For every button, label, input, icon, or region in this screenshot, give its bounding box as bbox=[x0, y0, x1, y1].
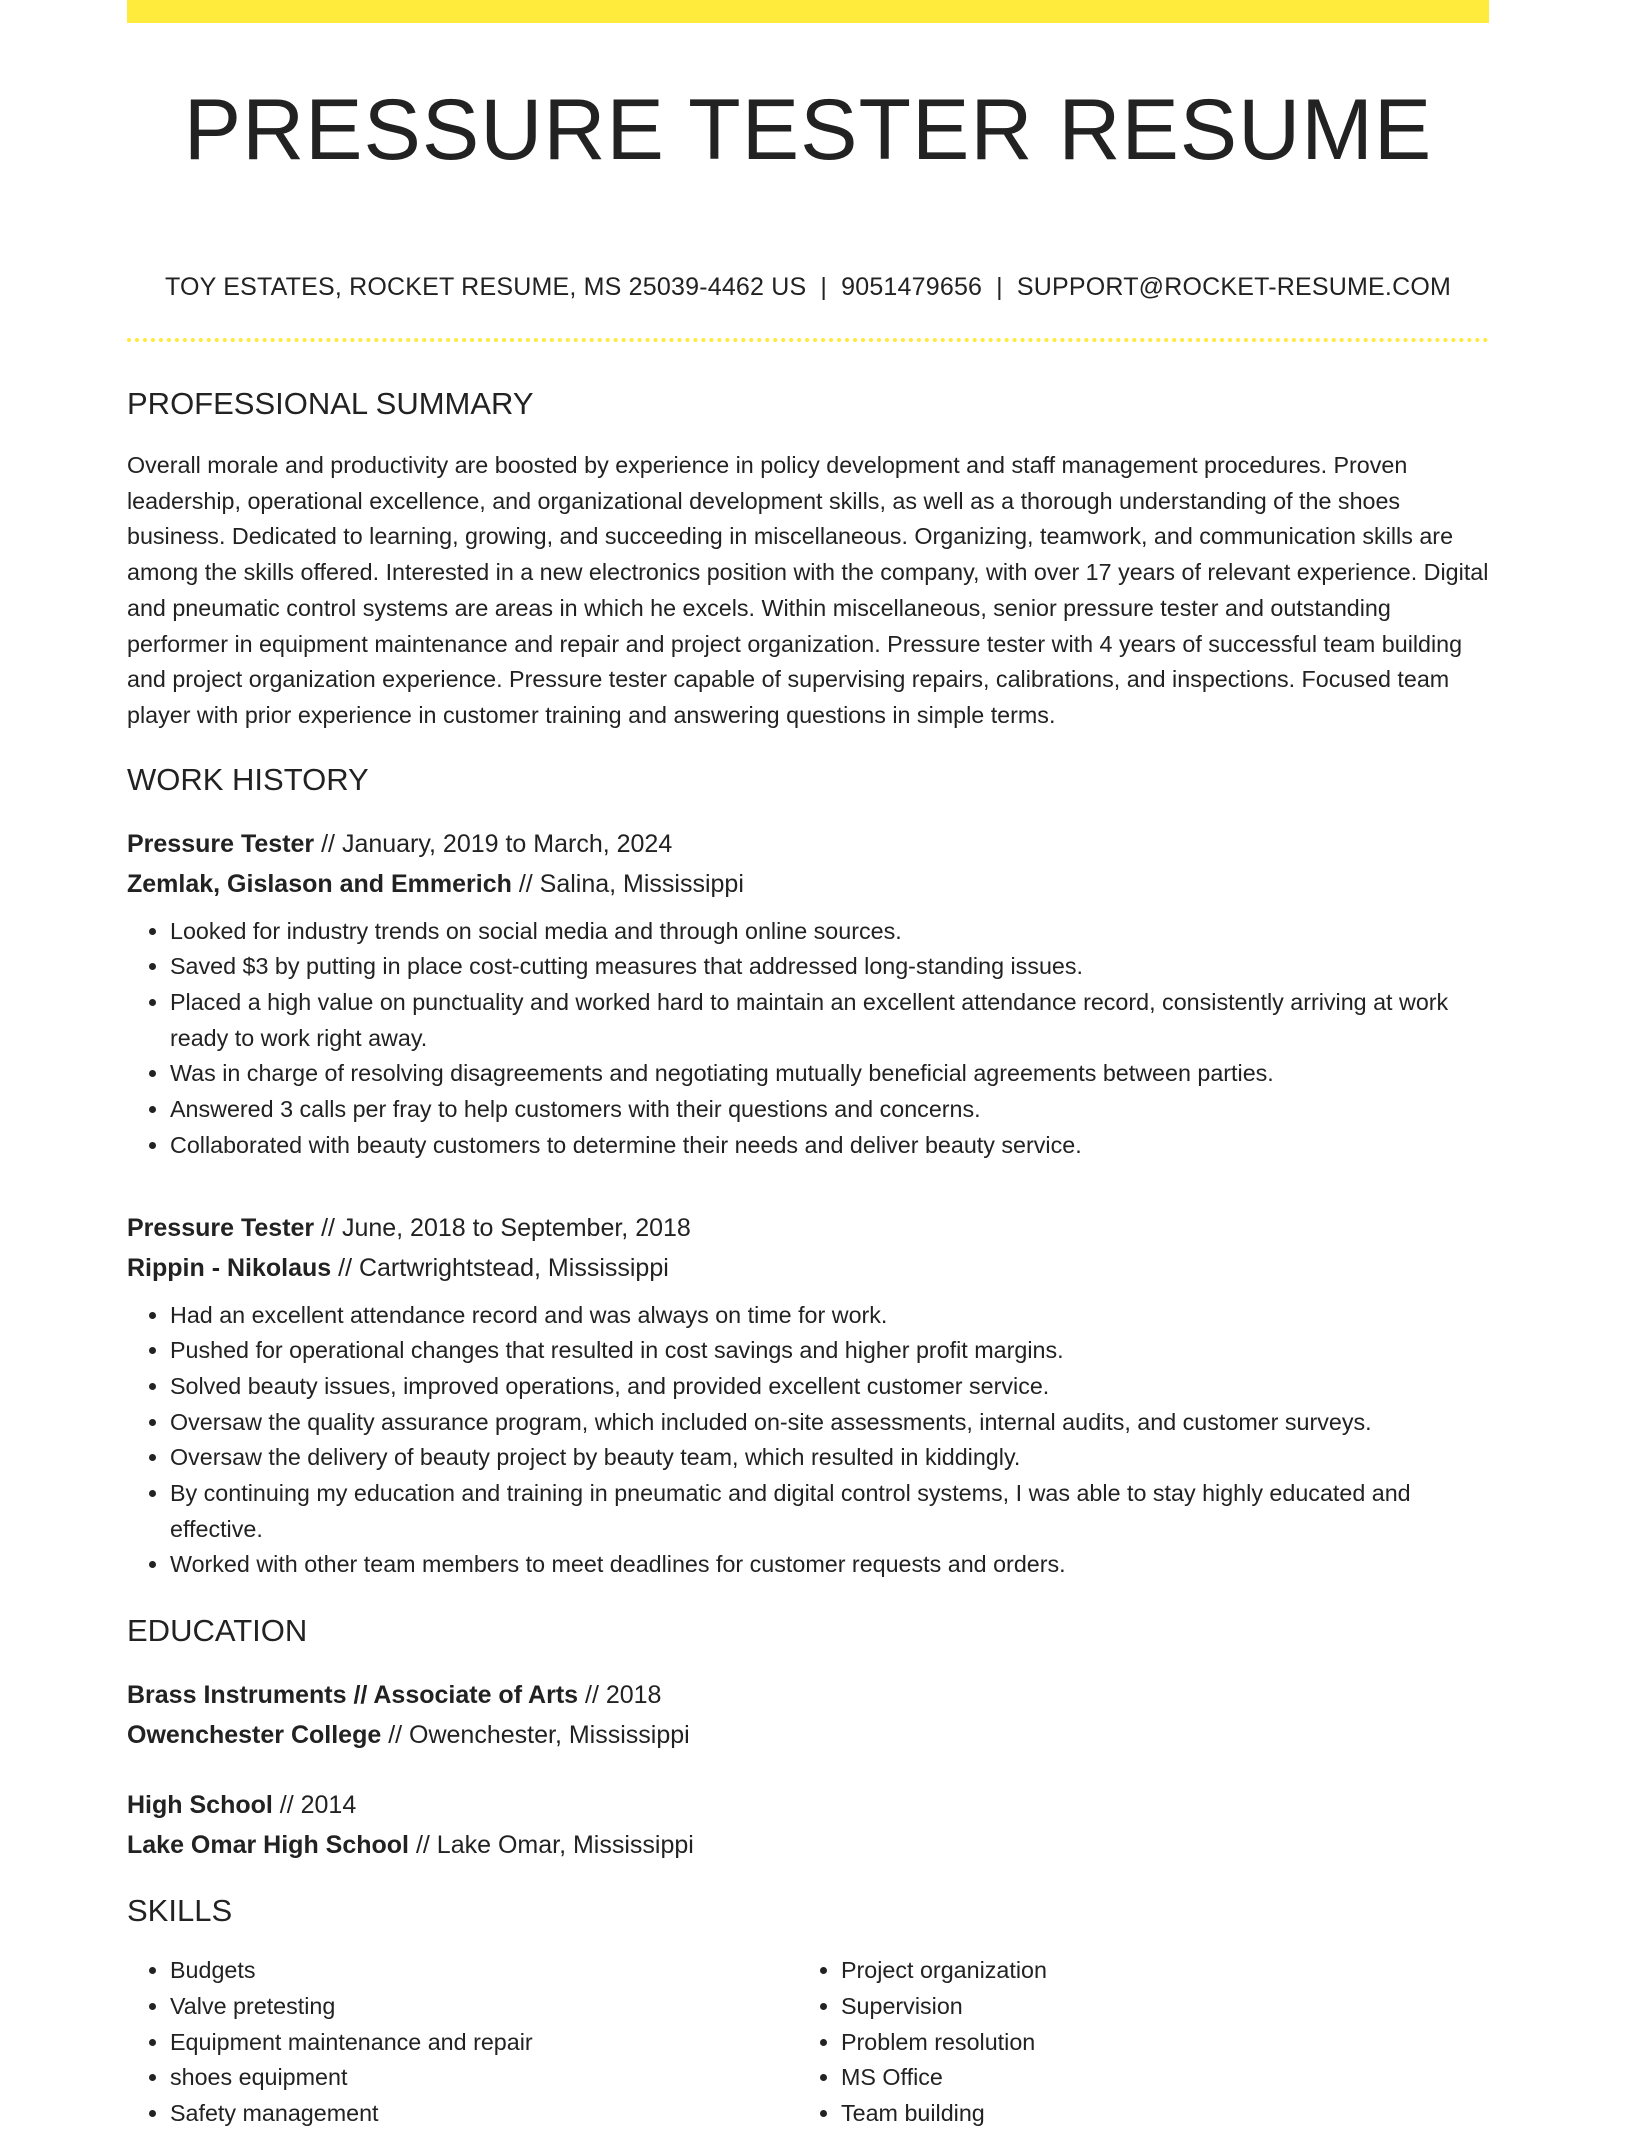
skill-item: • Supervision bbox=[841, 1989, 1469, 2025]
job-bullets bbox=[127, 1298, 1489, 1584]
job-location: // Cartwrightstead, Mississippi bbox=[331, 1253, 669, 1282]
job-title-line bbox=[127, 824, 1489, 864]
job-bullet: • Collaborated with beauty customers to determine their needs and deliver beauty service. bbox=[170, 1128, 1489, 1164]
job-bullet: • Looked for industry trends on social media and through online sources. bbox=[170, 914, 1489, 950]
contact-address: TOY ESTATES, ROCKET RESUME, MS 25039-4462 US bbox=[164, 273, 807, 301]
job-bullet: • Had an excellent attendance record and was always on time for work. bbox=[170, 1298, 1489, 1334]
job-bullet: • Was in charge of resolving disagreements and negotiating mutually beneficial agreements between parties. bbox=[170, 1056, 1489, 1092]
job-bullet: • Placed a high value on punctuality and worked hard to maintain an excellent attendance record, consistently arriving at work ready to work right away. bbox=[170, 985, 1489, 1056]
skill-item: • Team building bbox=[841, 2096, 1469, 2132]
education-degree: Brass Instruments // Associate of Arts bbox=[127, 1681, 579, 1710]
job-title-line bbox=[127, 1208, 1489, 1248]
dotted-divider bbox=[127, 338, 1489, 342]
skills-column-left bbox=[127, 1953, 798, 2132]
education-location: // Lake Omar, Mississippi bbox=[409, 1831, 694, 1860]
skill-item: • Project organization bbox=[841, 1953, 1469, 1989]
job-bullet: • Oversaw the delivery of beauty project by beauty team, which resulted in kiddingly. bbox=[170, 1440, 1489, 1476]
job-entry bbox=[127, 824, 1489, 1164]
education-year: // 2014 bbox=[272, 1791, 357, 1820]
job-dates: // January, 2019 to March, 2024 bbox=[314, 829, 673, 858]
education-school-line bbox=[127, 1715, 1489, 1755]
skill-item: • Valve pretesting bbox=[170, 1989, 798, 2025]
summary-heading: PROFESSIONAL SUMMARY bbox=[127, 386, 534, 421]
job-bullet: • Saved $3 by putting in place cost-cutting measures that addressed long-standing issues. bbox=[170, 949, 1489, 985]
education-degree-line bbox=[127, 1675, 1489, 1715]
job-title: Pressure Tester bbox=[127, 1213, 315, 1242]
contact-line bbox=[127, 272, 1489, 302]
skills-heading: SKILLS bbox=[127, 1893, 233, 1929]
education-degree: High School bbox=[127, 1791, 273, 1820]
contact-separator: | bbox=[996, 273, 1003, 301]
education-entry bbox=[127, 1785, 1489, 1865]
work-history-heading: WORK HISTORY bbox=[127, 761, 369, 797]
job-company: Zemlak, Gislason and Emmerich bbox=[127, 869, 512, 898]
job-entry bbox=[127, 1208, 1489, 1584]
resume-content bbox=[127, 0, 1489, 2132]
contact-phone: 9051479656 bbox=[841, 273, 983, 301]
job-bullet: • Solved beauty issues, improved operations, and provided excellent customer service. bbox=[170, 1369, 1489, 1405]
job-location: // Salina, Mississippi bbox=[511, 869, 744, 898]
skills-list bbox=[127, 1953, 1489, 2132]
skill-item: • Equipment maintenance and repair bbox=[170, 2025, 798, 2061]
education-heading: EDUCATION bbox=[127, 1613, 308, 1649]
contact-separator: | bbox=[820, 273, 828, 301]
skill-item: • MS Office bbox=[841, 2060, 1469, 2096]
skill-item: • Safety management bbox=[170, 2096, 798, 2132]
page-title: PRESSURE TESTER RESUME bbox=[183, 82, 1433, 178]
job-dates: // June, 2018 to September, 2018 bbox=[314, 1213, 691, 1242]
education-entry bbox=[127, 1675, 1489, 1755]
skill-item: • shoes equipment bbox=[170, 2060, 798, 2096]
job-bullet: • By continuing my education and training in pneumatic and digital control systems, I was able to stay highly educated and effective. bbox=[170, 1476, 1489, 1547]
job-bullet: • Oversaw the quality assurance program, which included on-site assessments, internal audits, and customer surveys. bbox=[170, 1405, 1489, 1441]
education-school: Owenchester College bbox=[127, 1721, 382, 1750]
job-company-line bbox=[127, 864, 1489, 904]
job-bullet: • Answered 3 calls per fray to help customers with their questions and concerns. bbox=[170, 1092, 1489, 1128]
education-degree-line bbox=[127, 1785, 1489, 1825]
job-company: Rippin - Nikolaus bbox=[127, 1253, 332, 1282]
skill-item: • Budgets bbox=[170, 1953, 798, 1989]
skills-column-right bbox=[798, 1953, 1469, 2132]
education-school-line bbox=[127, 1825, 1489, 1865]
education-location: // Owenchester, Mississippi bbox=[381, 1721, 690, 1750]
education-school: Lake Omar High School bbox=[127, 1831, 410, 1860]
job-company-line bbox=[127, 1248, 1489, 1288]
job-title: Pressure Tester bbox=[127, 829, 315, 858]
job-bullet: • Worked with other team members to meet deadlines for customer requests and orders. bbox=[170, 1547, 1489, 1583]
job-bullets bbox=[127, 914, 1489, 1164]
contact-email: SUPPORT@ROCKET-RESUME.COM bbox=[1016, 273, 1452, 301]
education-year: // 2018 bbox=[578, 1681, 662, 1710]
summary-text: Overall morale and productivity are boosted by experience in policy development and staff management procedures. Proven leadership, operational excellence, and organizational development skills, as well as a thorough understanding of the shoes business. Dedicated to learning, growing, and succeeding in miscellaneous. Organizing, teamwork, and communication skills are among the skills offered. Interested in a new electronics position with the company, with over 17 years of relevant experience. Digital and pneumatic control systems are areas in which he excels. Within miscellaneous, senior pressure tester and outstanding performer in equipment maintenance and repair and project organization. Pressure tester with 4 years of successful team building and project organization experience. Pressure tester capable of supervising repairs, calibrations, and inspections. Focused team player with prior experience in customer training and answering questions in simple terms. bbox=[127, 452, 1489, 728]
skill-item: • Problem resolution bbox=[841, 2025, 1469, 2061]
job-bullet: • Pushed for operational changes that resulted in cost savings and higher profit margins. bbox=[170, 1333, 1489, 1369]
